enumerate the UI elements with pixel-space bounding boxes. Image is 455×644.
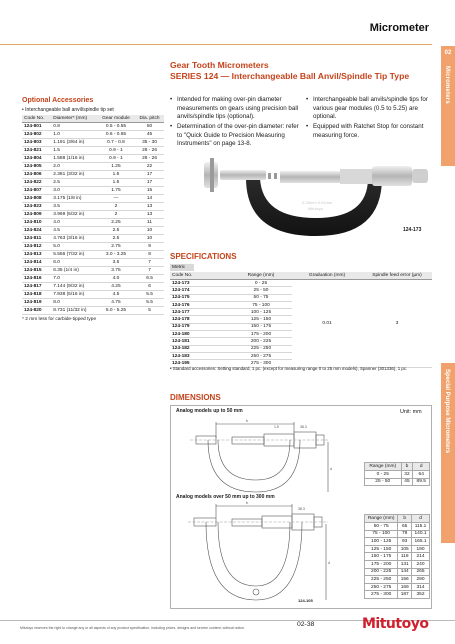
table-cell: 169	[398, 583, 412, 591]
table-cell: 124-178	[170, 316, 230, 323]
table-cell: 3.5	[51, 203, 97, 211]
table-cell: 144	[398, 568, 412, 576]
table-cell: 3.0	[51, 187, 97, 195]
side-tab-micrometers[interactable]	[441, 46, 455, 166]
table-cell: 124-804	[22, 155, 51, 163]
table-cell: 1.191 (3/64 in)	[51, 139, 97, 147]
table-cell: 250 - 275	[230, 352, 292, 359]
table-cell: 17	[135, 171, 164, 179]
unit-label: Unit: mm	[400, 409, 422, 415]
table-cell: 124-801	[22, 123, 51, 131]
table-cell: 124-817	[22, 283, 51, 291]
table-cell: 2.5	[97, 235, 135, 243]
table-row	[365, 471, 430, 479]
table-row	[22, 179, 164, 187]
table-cell: 2	[97, 211, 135, 219]
table-cell: 240	[412, 560, 430, 568]
table-cell: 10	[135, 227, 164, 235]
table-cell: 175 - 200	[230, 331, 292, 338]
table-cell: 0.01	[292, 280, 362, 368]
feature-item: • Interchangeable ball anvils/spindle tips for various gear modules (0.5 to 5.25) are optional.	[306, 96, 431, 122]
table-cell: 6	[135, 283, 164, 291]
table-cell: 131	[398, 560, 412, 568]
brand-logo: Mitutoyo	[362, 616, 429, 632]
table-row	[22, 131, 164, 139]
table-cell: 2.25	[97, 219, 135, 227]
table-row	[22, 235, 164, 243]
table-cell: 7.0	[51, 275, 97, 283]
table-cell: 124-813	[22, 251, 51, 259]
table-cell: 7	[135, 259, 164, 267]
table-row	[365, 538, 430, 546]
table-cell: 1.25	[97, 163, 135, 171]
table-cell: 124-175	[170, 294, 230, 301]
table-cell: 2.0	[51, 163, 97, 171]
table-row	[22, 307, 164, 315]
table-row	[22, 227, 164, 235]
table-cell: 17	[135, 179, 164, 187]
svg-text:d: d	[328, 561, 330, 565]
side-tab-label: Micrometers	[444, 66, 450, 104]
table-cell: 190	[412, 545, 430, 553]
svg-text:1.5: 1.5	[274, 425, 279, 429]
table-cell: 28 - 26	[135, 155, 164, 163]
table-cell: 156	[398, 576, 412, 584]
section-title: Micrometer	[369, 22, 429, 34]
table-cell: 3.175 (1/8 in)	[51, 195, 97, 203]
table-cell: 124-810	[22, 219, 51, 227]
table-cell: 0.5 - 0.55	[97, 123, 135, 131]
table-cell: 0.7 - 0.8	[97, 139, 135, 147]
table-cell: 3	[362, 280, 432, 368]
optional-accessories-title: Optional Accessories	[22, 97, 94, 104]
table-cell: 1.5	[97, 171, 135, 179]
optional-accessories	[22, 97, 164, 322]
table-cell: 32	[401, 471, 413, 479]
product-title	[170, 60, 440, 81]
table-cell: 124-818	[22, 291, 51, 299]
drawing-code-label: 124-105	[298, 598, 313, 603]
table-cell: 3.5	[97, 259, 135, 267]
table-cell: 165.1	[412, 538, 430, 546]
table-row	[22, 195, 164, 203]
table-cell: 100 - 125	[230, 309, 292, 316]
table-cell: 25 - 50	[365, 478, 402, 486]
table-cell: 4.75	[97, 299, 135, 307]
table-cell: 265	[412, 568, 430, 576]
column-header: Dia. pitch	[135, 115, 164, 123]
table-row	[365, 568, 430, 576]
table-cell: 124-805	[22, 163, 51, 171]
table-cell: 290	[412, 576, 430, 584]
table-cell: 2	[97, 203, 135, 211]
table-cell: 3.969 (5/32 in)	[51, 211, 97, 219]
svg-text:0-25mm 0.01mm: 0-25mm 0.01mm	[302, 200, 333, 205]
table-cell: 124-812	[22, 243, 51, 251]
column-header: Range (mm)	[365, 515, 398, 523]
table-cell: 22	[135, 163, 164, 171]
table-cell: 1.75	[97, 187, 135, 195]
table-cell: 115.1	[412, 523, 430, 531]
table-cell: 5.5	[135, 299, 164, 307]
table-row	[22, 219, 164, 227]
table-cell: 124-802	[22, 131, 51, 139]
table-row	[22, 251, 164, 259]
feature-list-left	[170, 96, 302, 150]
table-cell: 150 - 175	[365, 553, 398, 561]
table-cell: 124-174	[170, 287, 230, 294]
table-cell: 6.0	[51, 259, 97, 267]
table-cell: 1.5	[51, 147, 97, 155]
table-cell: 8.731 (11/32 in)	[51, 307, 97, 315]
table-row	[22, 123, 164, 131]
table-cell: 187	[398, 591, 412, 599]
table-cell: 50 - 75	[365, 523, 398, 531]
table-cell: 4.25	[97, 283, 135, 291]
specifications-note: • Standard accessories: Setting standard, 1 pc. (except for measuring range 0 to 25 mm models), Spanner (301336), 1 pc.	[170, 366, 408, 371]
table-cell: 7	[135, 267, 164, 275]
column-header: Gear module	[97, 115, 135, 123]
table-cell: 124-808	[22, 195, 51, 203]
table-row	[365, 545, 430, 553]
table-cell: 28 - 26	[135, 147, 164, 155]
table-cell: 275 - 300	[230, 360, 292, 367]
table-cell: 124-806	[22, 171, 51, 179]
accessories-table	[22, 115, 164, 315]
table-cell: 4.5	[97, 291, 135, 299]
table-cell: 150 - 175	[230, 323, 292, 330]
table-cell: 124-179	[170, 323, 230, 330]
table-cell: 124-816	[22, 275, 51, 283]
table-cell: 124-177	[170, 309, 230, 316]
table-cell: 35 - 30	[135, 139, 164, 147]
optional-accessories-subtitle: • Interchangeable ball anvil/spindle tip set	[22, 107, 114, 113]
table-row	[365, 583, 430, 591]
svg-text:38.3: 38.3	[300, 425, 307, 429]
table-row	[22, 211, 164, 219]
table-cell: 124-173	[170, 280, 230, 287]
feature-item: • Equipped with Ratchet Stop for constant measuring force.	[306, 123, 431, 140]
dimension-drawing-large	[176, 500, 336, 608]
column-header: Range (mm)	[365, 463, 402, 471]
table-cell: 8	[135, 251, 164, 259]
table-cell: 5.0 - 5.25	[97, 307, 135, 315]
table-cell: 124-195	[170, 360, 230, 367]
dimension-drawing-small	[176, 414, 336, 498]
table-cell: 124-182	[170, 345, 230, 352]
table-row	[365, 591, 430, 599]
table-cell: 11	[135, 219, 164, 227]
product-title-line1: Gear Tooth Micrometers	[170, 60, 269, 70]
table-row	[22, 243, 164, 251]
metric-tag: Metric	[170, 264, 194, 271]
table-cell: 5.556 (7/32 in)	[51, 251, 97, 259]
table-cell: 6.35 (1/4 in)	[51, 267, 97, 275]
table-cell: 314	[412, 583, 430, 591]
table-cell: 3.75	[97, 267, 135, 275]
table-cell: 0.9 - 1	[97, 147, 135, 155]
table-cell: 124-180	[170, 331, 230, 338]
svg-text:38.3: 38.3	[298, 507, 305, 511]
table-row	[170, 280, 432, 287]
column-header: Graduation (mm)	[292, 272, 362, 280]
feature-item: • Determination of the over-pin diameter: refer to "Quick Guide to Precision Measuring Instruments" on page 13-8.	[170, 123, 302, 149]
column-header: b	[401, 463, 413, 471]
table-cell: 105	[398, 545, 412, 553]
specifications-table	[170, 272, 432, 368]
table-cell: 2.5	[97, 227, 135, 235]
table-cell: 3.0 - 3.25	[97, 251, 135, 259]
table-cell: 9	[135, 243, 164, 251]
table-cell: 50	[135, 123, 164, 131]
footer-disclaimer: Mitutoyo reserves the right to change any or all aspects of any product specification, including prices, designs and service content, without notice.	[20, 626, 245, 630]
table-cell: 124-803	[22, 139, 51, 147]
table-cell: 65	[398, 523, 412, 531]
table-cell: 64	[413, 471, 430, 479]
table-header-row	[365, 515, 430, 523]
micrometer-photo	[196, 148, 436, 242]
table-row	[365, 478, 430, 486]
table-header-row	[365, 463, 430, 471]
table-row	[365, 560, 430, 568]
table-cell: 124-809	[22, 211, 51, 219]
table-cell: 2.381 (3/32 in)	[51, 171, 97, 179]
table-cell: 225 - 250	[365, 576, 398, 584]
table-cell: 5.0	[51, 243, 97, 251]
table-cell: 124-811	[22, 235, 51, 243]
table-cell: 200 - 225	[230, 338, 292, 345]
table-cell: 45	[135, 131, 164, 139]
feature-list-right	[306, 96, 431, 141]
table-cell: 5	[135, 307, 164, 315]
side-tab-label: Special Purpose Micrometers	[444, 369, 450, 454]
table-cell: 4.0	[97, 275, 135, 283]
column-header: d	[413, 463, 430, 471]
svg-text:Mitutoyo: Mitutoyo	[308, 206, 324, 211]
table-row	[22, 291, 164, 299]
table-header-row	[22, 115, 164, 123]
table-cell: 124-821	[22, 147, 51, 155]
table-cell: 275 - 300	[365, 591, 398, 599]
table-cell: 50 - 75	[230, 294, 292, 301]
table-cell: 0 - 25	[365, 471, 402, 479]
column-header: b	[398, 515, 412, 523]
column-header: Diameter* (mm)	[51, 115, 97, 123]
table-row	[22, 275, 164, 283]
table-cell: 124-820	[22, 307, 51, 315]
table-row	[22, 139, 164, 147]
table-cell: 124-807	[22, 187, 51, 195]
dimensions-table-large	[364, 514, 430, 599]
table-row	[365, 553, 430, 561]
dimensions-caption: Analog models over 50 mm up to 300 mm	[176, 494, 275, 500]
table-cell: 0 - 25	[230, 280, 292, 287]
feature-item: • Intended for making over-pin diameter measurements on gears using precision ball anvils/spindle tips (optional).	[170, 96, 302, 122]
table-cell: 100 - 125	[365, 538, 398, 546]
table-row	[22, 163, 164, 171]
table-row	[22, 259, 164, 267]
table-cell: 250 - 275	[365, 583, 398, 591]
table-cell: 13	[135, 203, 164, 211]
table-cell: 2.5	[51, 179, 97, 187]
side-tab-number: 02	[444, 50, 452, 56]
table-header-row	[170, 272, 432, 280]
page-number: 02-38	[297, 621, 315, 628]
table-cell: 125 - 150	[365, 545, 398, 553]
table-cell: 124-183	[170, 352, 230, 359]
svg-text:b: b	[246, 419, 248, 423]
svg-text:d: d	[330, 467, 332, 471]
table-cell: 1.5	[97, 179, 135, 187]
table-cell: 2.75	[97, 243, 135, 251]
table-cell: 124-814	[22, 259, 51, 267]
header-divider	[0, 44, 432, 45]
table-cell: 200 - 225	[365, 568, 398, 576]
table-cell: 93	[398, 538, 412, 546]
svg-text:b: b	[246, 501, 248, 505]
table-cell: 7.144 (9/32 in)	[51, 283, 97, 291]
table-row	[22, 283, 164, 291]
table-cell: 25 - 50	[230, 287, 292, 294]
table-row	[22, 299, 164, 307]
column-header: d	[412, 515, 430, 523]
table-row	[365, 523, 430, 531]
photo-code-label: 124-173	[403, 227, 422, 233]
dimensions-caption: Analog models up to 50 mm	[176, 408, 243, 414]
table-cell: 75 - 100	[230, 301, 292, 308]
table-cell: 124-822	[22, 179, 51, 187]
table-row	[22, 155, 164, 163]
table-cell: 1.588 (1/16 in)	[51, 155, 97, 163]
table-cell: 118	[398, 553, 412, 561]
table-row	[22, 203, 164, 211]
table-cell: 0.9 - 1	[97, 155, 135, 163]
table-cell: 6.5	[135, 275, 164, 283]
specifications-heading: SPECIFICATIONS	[170, 252, 237, 261]
table-cell: 8.0	[51, 299, 97, 307]
table-cell: 5.5	[135, 291, 164, 299]
column-header: Spindle feed error (µm)	[362, 272, 432, 280]
table-row	[365, 530, 430, 538]
side-tab-special-purpose[interactable]	[441, 363, 455, 543]
table-cell: 0.6 - 0.65	[97, 131, 135, 139]
table-cell: 89.5	[413, 478, 430, 486]
table-cell: 79	[398, 530, 412, 538]
table-cell: 1.0	[51, 131, 97, 139]
table-cell: 140.1	[412, 530, 430, 538]
table-cell: 124-815	[22, 267, 51, 275]
product-title-line2: SERIES 124 — Interchangeable Ball Anvil/Spindle Tip Type	[170, 70, 410, 81]
table-cell: 352	[412, 591, 430, 599]
table-cell: 0.8	[51, 123, 97, 131]
table-cell: 4.763 (3/16 in)	[51, 235, 97, 243]
table-cell: 214	[412, 553, 430, 561]
table-cell: 124-819	[22, 299, 51, 307]
table-cell: 13	[135, 211, 164, 219]
table-row	[22, 147, 164, 155]
table-cell: 14	[135, 195, 164, 203]
table-cell: 225 - 250	[230, 345, 292, 352]
table-cell: 10	[135, 235, 164, 243]
column-header: Code No.	[22, 115, 51, 123]
table-row	[22, 187, 164, 195]
accessories-note: * 2 mm less for carbide-tipped type	[22, 317, 97, 322]
table-cell: 124-823	[22, 203, 51, 211]
table-row	[22, 267, 164, 275]
table-cell: 125 - 150	[230, 316, 292, 323]
table-cell: 4.5	[51, 227, 97, 235]
table-row	[22, 171, 164, 179]
table-cell: 15	[135, 187, 164, 195]
table-cell: 124-824	[22, 227, 51, 235]
dimensions-table-small	[364, 462, 430, 486]
column-header: Code No.	[170, 272, 230, 280]
table-cell: 175 - 200	[365, 560, 398, 568]
dimensions-heading: DIMENSIONS	[170, 393, 221, 402]
table-cell: 124-176	[170, 301, 230, 308]
table-cell: —	[97, 195, 135, 203]
table-cell: 124-181	[170, 338, 230, 345]
table-cell: 7.938 (5/16 in)	[51, 291, 97, 299]
table-cell: 75 - 100	[365, 530, 398, 538]
table-row	[365, 576, 430, 584]
table-cell: 4.0	[51, 219, 97, 227]
table-cell: 45	[401, 478, 413, 486]
column-header: Range (mm)	[230, 272, 292, 280]
